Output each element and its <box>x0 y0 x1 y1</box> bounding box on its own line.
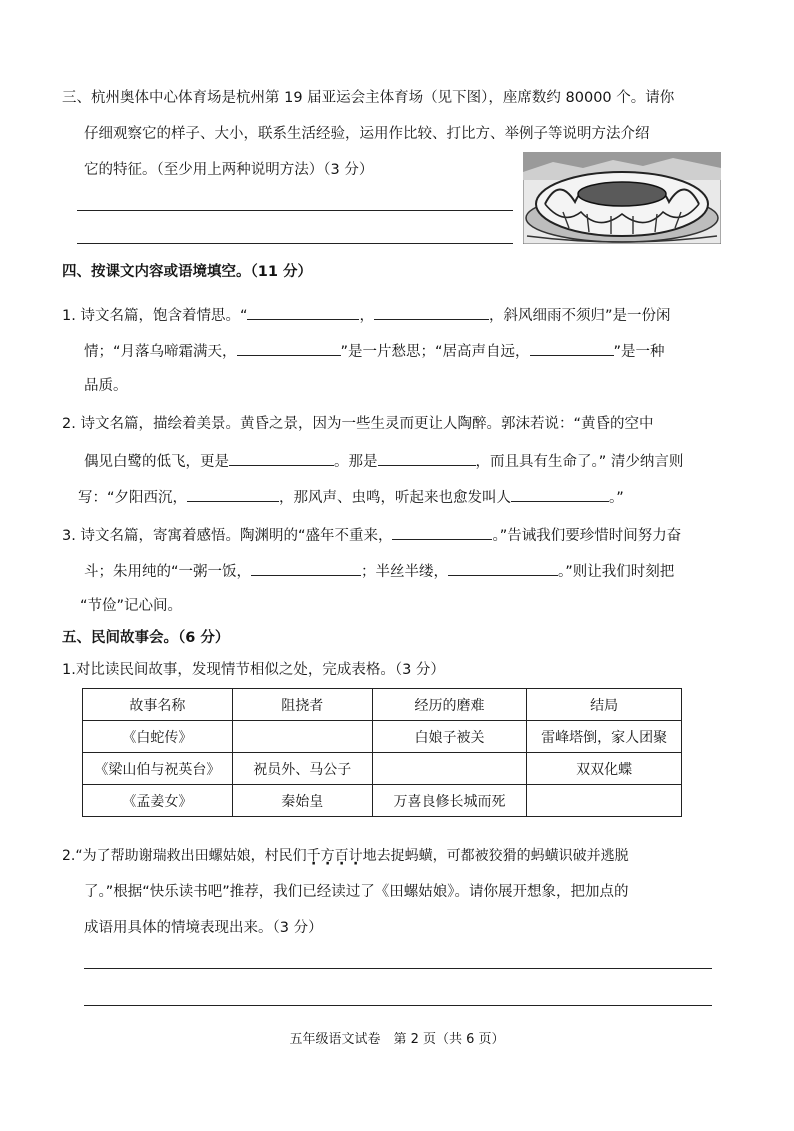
answer-line[interactable] <box>84 1005 712 1006</box>
fill-blank[interactable] <box>448 560 558 576</box>
fill-blank[interactable] <box>511 486 609 502</box>
text: ，而且具有生命了。” 清少纳言则 <box>475 454 684 470</box>
dotted-char: 计 <box>348 848 363 864</box>
table-header: 经历的磨难 <box>372 689 527 721</box>
table-header: 阻挠者 <box>232 689 372 721</box>
table-cell: 万喜良修长城而死 <box>372 785 527 817</box>
fill-blank[interactable] <box>251 560 361 576</box>
text: ，那风声、虫鸣，听起来也愈发叫人 <box>279 490 512 506</box>
story-comparison-table <box>82 688 682 817</box>
section4-q3-line3: “节俭”记心间。 <box>80 598 183 614</box>
text: 1. 诗文名篇，饱含着情思。“ <box>62 308 248 324</box>
text: ”是一片愁思；“居高声自远， <box>340 344 530 360</box>
page-footer: 五年级语文试卷 第 2 页（共 6 页） <box>289 1032 505 1047</box>
fill-blank[interactable] <box>237 340 341 356</box>
section4-title: 四、按课文内容或语境填空。（11 分） <box>62 264 312 280</box>
section3-line1: 三、杭州奥体中心体育场是杭州第 19 届亚运会主体育场（见下图），座席数约 80000 个。请你 <box>62 90 675 106</box>
section4-q1-line1 <box>62 304 670 326</box>
section4-q3-line1 <box>62 524 681 546</box>
text: ”是一种 <box>613 344 665 360</box>
text: 。那是 <box>334 454 378 470</box>
text: 斗；朱用纯的“一粥一饭， <box>84 564 252 580</box>
answer-line[interactable] <box>77 210 513 211</box>
table-cell-blank[interactable] <box>232 721 372 753</box>
section4-q2-line3 <box>78 486 624 508</box>
section4-q1-line3: 品质。 <box>84 378 128 394</box>
fill-blank[interactable] <box>374 304 489 320</box>
text: ，斜风细雨不须归”是一份闲 <box>488 308 671 324</box>
table-row <box>83 753 682 785</box>
stadium-illustration-icon <box>523 152 721 244</box>
dotted-char: 千 <box>306 848 321 864</box>
table-header: 故事名称 <box>83 689 233 721</box>
section5-title: 五、民间故事会。（6 分） <box>62 630 230 646</box>
section3-line2: 仔细观察它的样子、大小，联系生活经验，运用作比较、打比方、举例子等说明方法介绍 <box>84 126 650 142</box>
section4-q1-line2 <box>84 340 665 362</box>
table-cell: 《梁山伯与祝英台》 <box>83 753 233 785</box>
answer-line[interactable] <box>77 243 513 244</box>
answer-line[interactable] <box>84 968 712 969</box>
text: 偶见白鹭的低飞，更是 <box>84 454 229 470</box>
table-cell: 白娘子被关 <box>372 721 527 753</box>
table-cell: 秦始皇 <box>232 785 372 817</box>
fill-blank[interactable] <box>247 304 359 320</box>
text: ；半丝半缕， <box>361 564 449 580</box>
section5-q2-line1 <box>62 846 629 866</box>
table-cell: 《白蛇传》 <box>83 721 233 753</box>
table-row <box>83 785 682 817</box>
table-cell-blank[interactable] <box>372 753 527 785</box>
text: 2.“为了帮助谢瑞救出田螺姑娘，村民们 <box>62 848 307 864</box>
table-header: 结局 <box>527 689 682 721</box>
table-cell: 《孟姜女》 <box>83 785 233 817</box>
dotted-char: 百 <box>334 848 349 864</box>
fill-blank[interactable] <box>378 450 476 466</box>
fill-blank[interactable] <box>392 524 492 540</box>
dotted-char: 方 <box>320 848 335 864</box>
table-cell-blank[interactable] <box>527 785 682 817</box>
text: 。”则让我们时刻把 <box>558 564 675 580</box>
text: ， <box>359 308 374 324</box>
text: 地去捉蚂蟥，可都被狡猾的蚂蟥识破并逃脱 <box>362 848 629 864</box>
table-header-row <box>83 689 682 721</box>
text: 。” <box>609 490 624 506</box>
text: 3. 诗文名篇，寄寓着感悟。陶渊明的“盛年不重来， <box>62 528 393 544</box>
fill-blank[interactable] <box>530 340 614 356</box>
section5-q2-line3: 成语用具体的情境表现出来。（3 分） <box>84 920 323 936</box>
table-row <box>83 721 682 753</box>
table-cell: 双双化蝶 <box>527 753 682 785</box>
section4-q3-line2 <box>84 560 674 582</box>
section4-q2-line1: 2. 诗文名篇，描绘着美景。黄昏之景，因为一些生灵而更让人陶醉。郭沫若说：“黄昏的空中 <box>62 416 654 432</box>
fill-blank[interactable] <box>187 486 279 502</box>
section5-q2-line2: 了。”根据“快乐读书吧”推荐，我们已经读过了《田螺姑娘》。请你展开想象，把加点的 <box>84 884 629 900</box>
section5-q1: 1.对比读民间故事，发现情节相似之处，完成表格。（3 分） <box>62 662 445 678</box>
text: 。”告诫我们要珍惜时间努力奋 <box>492 528 682 544</box>
text: 写：“夕阳西沉， <box>78 490 188 506</box>
table-cell: 祝员外、马公子 <box>232 753 372 785</box>
fill-blank[interactable] <box>229 450 334 466</box>
text: 情；“月落乌啼霜满天， <box>84 344 237 360</box>
table-cell: 雷峰塔倒，家人团聚 <box>527 721 682 753</box>
section4-q2-line2 <box>84 450 683 472</box>
section3-line3: 它的特征。（至少用上两种说明方法）（3 分） <box>84 162 374 178</box>
